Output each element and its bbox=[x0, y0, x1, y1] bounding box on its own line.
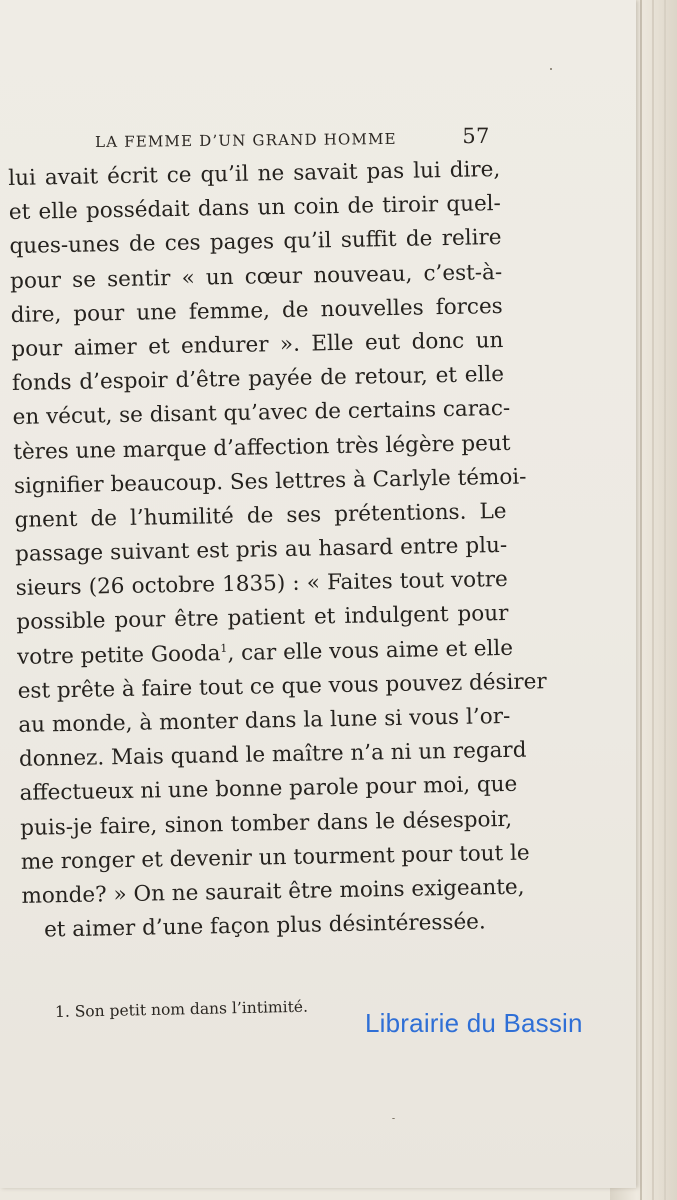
watermark-text: Librairie du Bassin bbox=[365, 1008, 583, 1038]
paper-speck bbox=[392, 1118, 395, 1119]
text-line: gnent de l’humilité de ses prétentions. Le bbox=[14, 498, 507, 533]
text-segment: votre petite Gooda bbox=[16, 640, 221, 670]
text-line: puis-je faire, sinon tomber dans le désespoir, bbox=[19, 806, 513, 841]
footnote-reference: 1 bbox=[220, 641, 228, 655]
text-line: est prête à faire tout ce que vous pouvez désirer bbox=[17, 669, 547, 704]
text-line: au monde, à monter dans la lune si vous l’or- bbox=[18, 703, 511, 738]
text-line: affectueux ni une bonne parole pour moi, que bbox=[19, 772, 518, 807]
body-text bbox=[8, 153, 547, 948]
running-title: LA FEMME D’UN GRAND HOMME bbox=[94, 129, 397, 151]
text-line: me ronger et devenir un tourment pour tout le bbox=[20, 840, 530, 875]
text-line: passage suivant est pris au hasard entre plu- bbox=[14, 532, 508, 567]
text-line: et elle possédait dans un coin de tiroir quel- bbox=[8, 191, 502, 226]
text-line: possible pour être patient et indulgent pour bbox=[16, 601, 509, 636]
text-line: et aimer d’une façon plus désintéressée. bbox=[43, 909, 486, 943]
text-line: pour se sentir « un cœur nouveau, c’est-à- bbox=[9, 259, 503, 294]
page-number: 57 bbox=[462, 123, 491, 149]
text-line: sieurs (26 octobre 1835) : « Faites tout votre bbox=[15, 567, 508, 602]
paper-speck bbox=[550, 68, 552, 70]
text-line: en vécut, se disant qu’avec de certains carac- bbox=[12, 396, 511, 431]
text-line: donnez. Mais quand le maître n’a ni un regard bbox=[18, 737, 527, 773]
text-line: tères une marque d’affection très légère peut bbox=[13, 430, 511, 465]
page-edge-line bbox=[664, 0, 666, 1200]
page-edge-line bbox=[640, 0, 642, 1200]
text-line: fonds d’espoir d’être payée de retour, et elle bbox=[11, 362, 505, 397]
text-segment: , car elle vous aime et elle bbox=[227, 635, 514, 666]
text-line: monde? » On ne saurait être moins exigeante, bbox=[21, 874, 525, 909]
text-line: pour aimer et endurer ». Elle eut donc un bbox=[11, 327, 504, 362]
text-line: signifier beaucoup. Ses lettres à Carlyle témoi- bbox=[13, 464, 527, 499]
footnote: 1. Son petit nom dans l’intimité. bbox=[54, 997, 309, 1021]
page-edge-line bbox=[652, 0, 654, 1200]
running-head bbox=[95, 124, 490, 152]
text-line: ques-unes de ces pages qu’il suffit de relire bbox=[9, 225, 502, 260]
text-line: lui avait écrit ce qu’il ne savait pas lui dire, bbox=[8, 156, 501, 191]
text-line: dire, pour une femme, de nouvelles forces bbox=[10, 293, 503, 328]
